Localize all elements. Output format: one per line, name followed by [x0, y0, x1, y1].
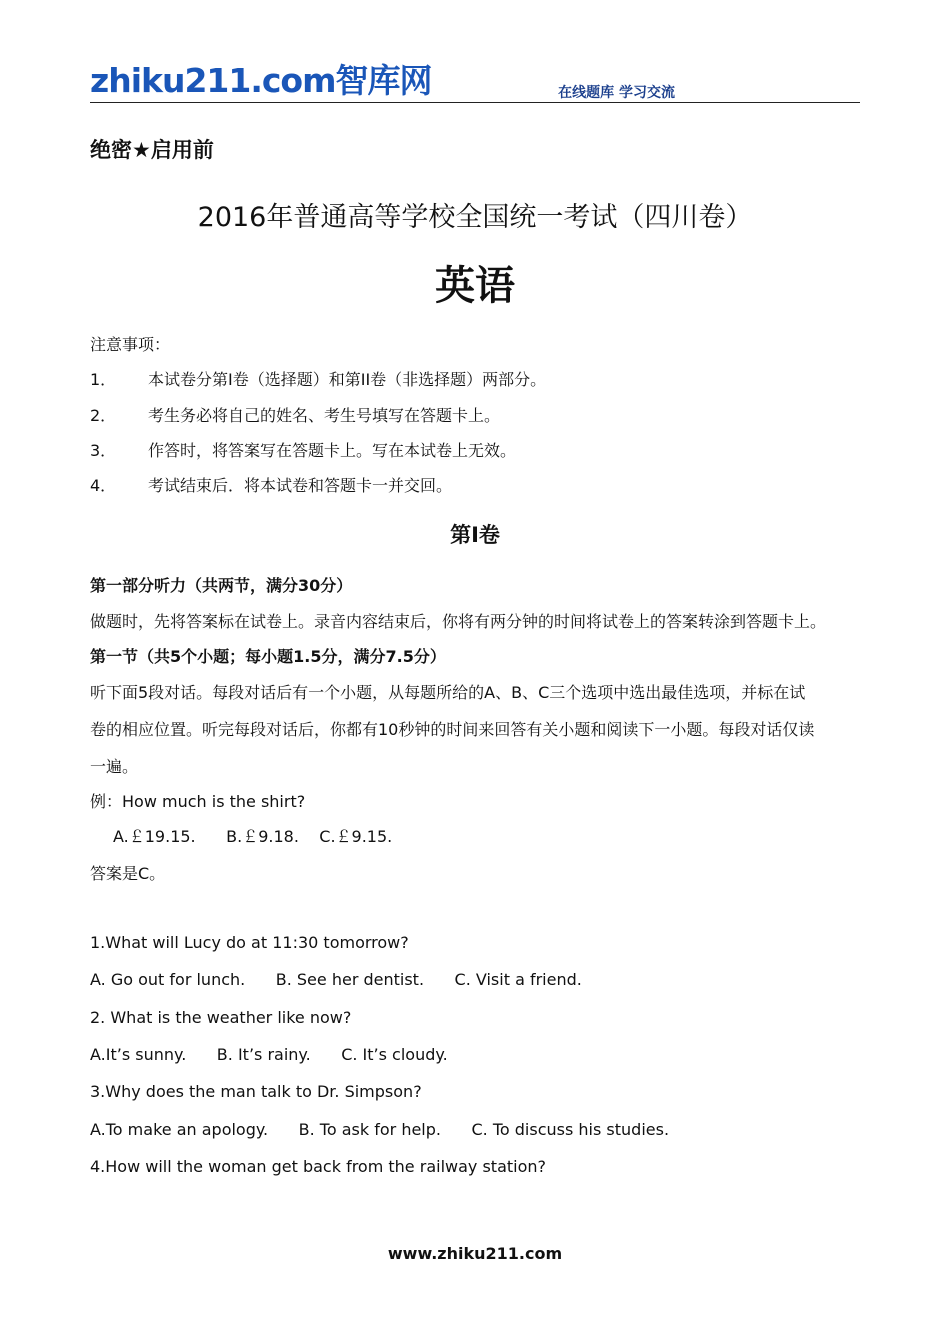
part1-instruction: 做题时，先将答案标在试卷上。录音内容结束后，你将有两分钟的时间将试卷上的答案转涂到答题卡上。 [90, 612, 827, 631]
part1-heading: 第一部分听力（共两节，满分30分） [90, 576, 353, 595]
site-logo: zhiku211.com智库网 [90, 61, 432, 100]
question-text: 4.How will the woman get back from the railway station? [90, 1157, 547, 1176]
example-answer: 答案是C。 [90, 864, 166, 883]
confidential-mark: 绝密★启用前 [90, 138, 214, 162]
example-options: A.￡19.15. B.￡9.18. C.￡9.15. [113, 827, 393, 846]
footer-url: www.zhiku211.com [387, 1244, 563, 1263]
notice-number: 2． [90, 406, 117, 425]
notice-text: 本试卷分第I卷（选择题）和第II卷（非选择题）两部分。 [148, 370, 547, 389]
notice-item [90, 403, 500, 426]
exam-title: 2016年普通高等学校全国统一考试（四川卷） [197, 202, 753, 233]
page-header [90, 62, 860, 103]
volume-heading: 第I卷 [450, 523, 500, 547]
section1-instruction: 听下面5段对话。每段对话后有一个小题，从每题所给的A、B、C三个选项中选出最佳选项，并标在试 [90, 683, 806, 702]
notice-item [90, 473, 452, 496]
notice-item [90, 438, 516, 461]
subject-title: 英语 [435, 263, 515, 309]
notice-text: 作答时，将答案写在答题卡上。写在本试卷上无效。 [148, 441, 517, 460]
question-options: A.It’s sunny. B. It’s rainy. C. It’s cloudy. [90, 1045, 448, 1064]
question-text: 2. What is the weather like now? [90, 1008, 352, 1027]
question-text: 1.What will Lucy do at 11:30 tomorrow? [90, 933, 409, 952]
question-text: 3.Why does the man talk to Dr. Simpson? [90, 1082, 422, 1101]
notice-item [90, 367, 546, 390]
notice-number: 4． [90, 476, 117, 495]
notice-number: 3． [90, 441, 117, 460]
question-options: A.To make an apology. B. To ask for help. C. To discuss his studies. [90, 1120, 670, 1139]
example-question: 例：How much is the shirt? [90, 792, 306, 811]
section1-instruction: 卷的相应位置。听完每段对话后，你都有10秒钟的时间来回答有关小题和阅读下一小题。每段对话仅读 [90, 720, 815, 739]
notice-number: 1． [90, 370, 117, 389]
notice-text: 考生务必将自己的姓名、考生号填写在答题卡上。 [148, 406, 501, 425]
header-tagline: 在线题库 学习交流 [558, 85, 675, 101]
section1-heading: 第一节（共5个小题；每小题1.5分，满分7.5分） [90, 647, 446, 666]
notice-text: 考试结束后．将本试卷和答题卡一并交回。 [148, 476, 453, 495]
section1-instruction: 一遍。 [90, 757, 139, 776]
notice-title: 注意事项： [90, 335, 171, 354]
question-options: A. Go out for lunch. B. See her dentist. C. Visit a friend. [90, 970, 582, 989]
